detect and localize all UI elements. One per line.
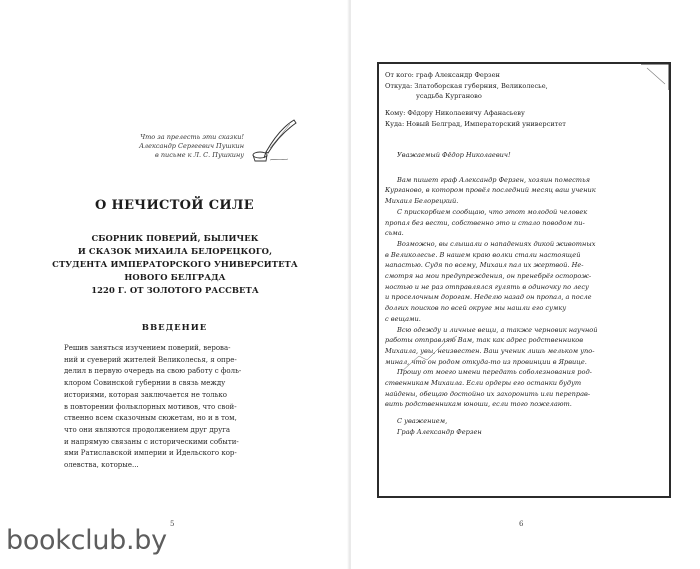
subtitle-line-3: СТУДЕНТА ИМПЕРАТОРСКОГО УНИВЕРСИТЕТА xyxy=(52,259,298,269)
body-line: клором Совинской губернии в связь между xyxy=(64,379,226,388)
epigraph-line-1: Что за прелесть эти сказки! xyxy=(140,133,244,141)
epigraph-line-2: Александр Сергеевич Пушкин xyxy=(139,142,244,150)
paragraph-line: ственникам Михаила. Если ордеры его останки будут xyxy=(385,379,582,388)
body-line: в повторении фольклорных мотивов, что свой- xyxy=(64,402,237,411)
from-line: усадьба Курганово xyxy=(416,92,482,101)
page-number-right: 6 xyxy=(519,520,524,528)
salutation: Уважаемый Фёдор Николаевич! xyxy=(397,151,511,159)
from-line: Откуда: Златоборская губерния, Великолесье, xyxy=(385,81,548,90)
body-line: олевства, которые... xyxy=(64,461,139,470)
letter-sheet xyxy=(377,62,671,498)
letter-body xyxy=(385,150,657,438)
paragraph-line: С прискорбием сообщаю, что этот молодой человек xyxy=(397,207,588,216)
paragraph-line: Возможно, вы слышали о нападениях дикой животных xyxy=(397,239,596,248)
site-watermark: bookclub.by xyxy=(6,525,167,556)
paragraph-line: долгих поисков по всей округе мы нашли его сумку xyxy=(385,304,567,313)
paragraph-line: вить родственникам юноши, если того пожелают. xyxy=(385,400,572,409)
paragraph-line: с вещами. xyxy=(385,314,421,323)
body-line: и напрямую связаны с историческими событи- xyxy=(64,437,239,446)
to-line: Куда: Новый Белград, Императорский университет xyxy=(385,119,566,128)
letter-signature: Граф Александр Ферзен xyxy=(397,427,482,436)
paragraph-line: работы отправляю Вам, так как адрес родственников xyxy=(385,336,584,345)
to-line: Кому: Фёдору Николаевичу Афанасьеву xyxy=(385,109,525,118)
book-title: О НЕЧИСТОЙ СИЛЕ xyxy=(95,198,254,213)
right-page xyxy=(351,0,700,569)
paragraph-line: Вам пишет граф Александр Ферзен, хозяин поместья xyxy=(397,175,591,184)
body-line: делил в первую очередь на свою работу с фоль- xyxy=(64,367,242,376)
body-line: ний и суеверий жителей Великолесья, я опре- xyxy=(64,355,237,364)
page-number-left: 5 xyxy=(170,520,175,528)
introduction-body xyxy=(64,343,276,472)
subtitle-line-2: И СКАЗОК МИХАИЛА БЕЛОРЕЦКОГО, xyxy=(77,246,273,256)
crack-line-decoration xyxy=(399,334,459,374)
paragraph-line: пропал без вести, собственно это и стало поводом пи- xyxy=(385,218,585,227)
from-line: От кого: граф Александр Ферзен xyxy=(385,71,500,79)
paragraph-line: в Великолесье. В нашем краю волки стали настоящей xyxy=(385,250,581,259)
body-line: Решив заняться изучением поверий, верова- xyxy=(64,344,231,352)
epigraph-line-3: в письме к Л. С. Пушкину xyxy=(154,151,244,159)
paragraph-line: Михаила, увы, неизвестен. Ваш ученик лишь мельком упо- xyxy=(385,346,595,355)
body-line: ственно всем сказочным сюжетам, но и в том, xyxy=(64,414,237,423)
left-page xyxy=(0,0,349,569)
letter-closing: С уважением, xyxy=(397,417,448,426)
quill-inkwell-illustration xyxy=(250,118,300,162)
epigraph xyxy=(104,133,244,160)
paragraph-line: Михаил Белорецкий. xyxy=(385,197,459,206)
subtitle-line-1: СБОРНИК ПОВЕРИЙ, БЫЛИЧЕК xyxy=(91,233,259,243)
book-subtitle xyxy=(40,232,310,297)
paragraph-line: Прошу от моего имени передать соболезнования род- xyxy=(397,368,592,377)
body-line: что они являются продолжением друг друга xyxy=(64,425,231,434)
paragraph-line: Всю одежду и личные вещи, а также черновик научной xyxy=(397,325,598,334)
body-line: ями Ратиславской империи и Идельского кор- xyxy=(64,449,237,458)
paragraph-line: найдены, обещаю достойно их захоронить или переправ- xyxy=(385,389,591,398)
letter-header xyxy=(385,70,657,130)
paragraph-line: сьма. xyxy=(385,229,404,238)
subtitle-line-4: НОВОГО БЕЛГРАДА xyxy=(124,272,226,282)
paragraph-line: и проселочным дорогам. Неделю назад он пропал, а после xyxy=(385,293,592,302)
introduction-heading: ВВЕДЕНИЕ xyxy=(141,323,208,333)
paragraph-line: ностью и не раз отправлялся гулять в одиночку по лесу xyxy=(385,282,589,291)
paragraph-line: Курганово, в котором провёл последний месяц ваш ученик xyxy=(385,186,596,195)
paragraph-line: минал, что он родом откуда-то из провинции в Ярвице. xyxy=(385,357,587,366)
paragraph-line: смотря на мои предупреждения, он пренебрёг осторож- xyxy=(385,272,592,281)
body-line: историями, которая заключается не только xyxy=(64,390,228,399)
paragraph-line: напастью. Судя по всему, Михаил пал их жертвой. Не- xyxy=(385,261,584,270)
subtitle-line-5: 1220 Г. ОТ ЗОЛОТОГО РАССВЕТА xyxy=(91,285,259,295)
